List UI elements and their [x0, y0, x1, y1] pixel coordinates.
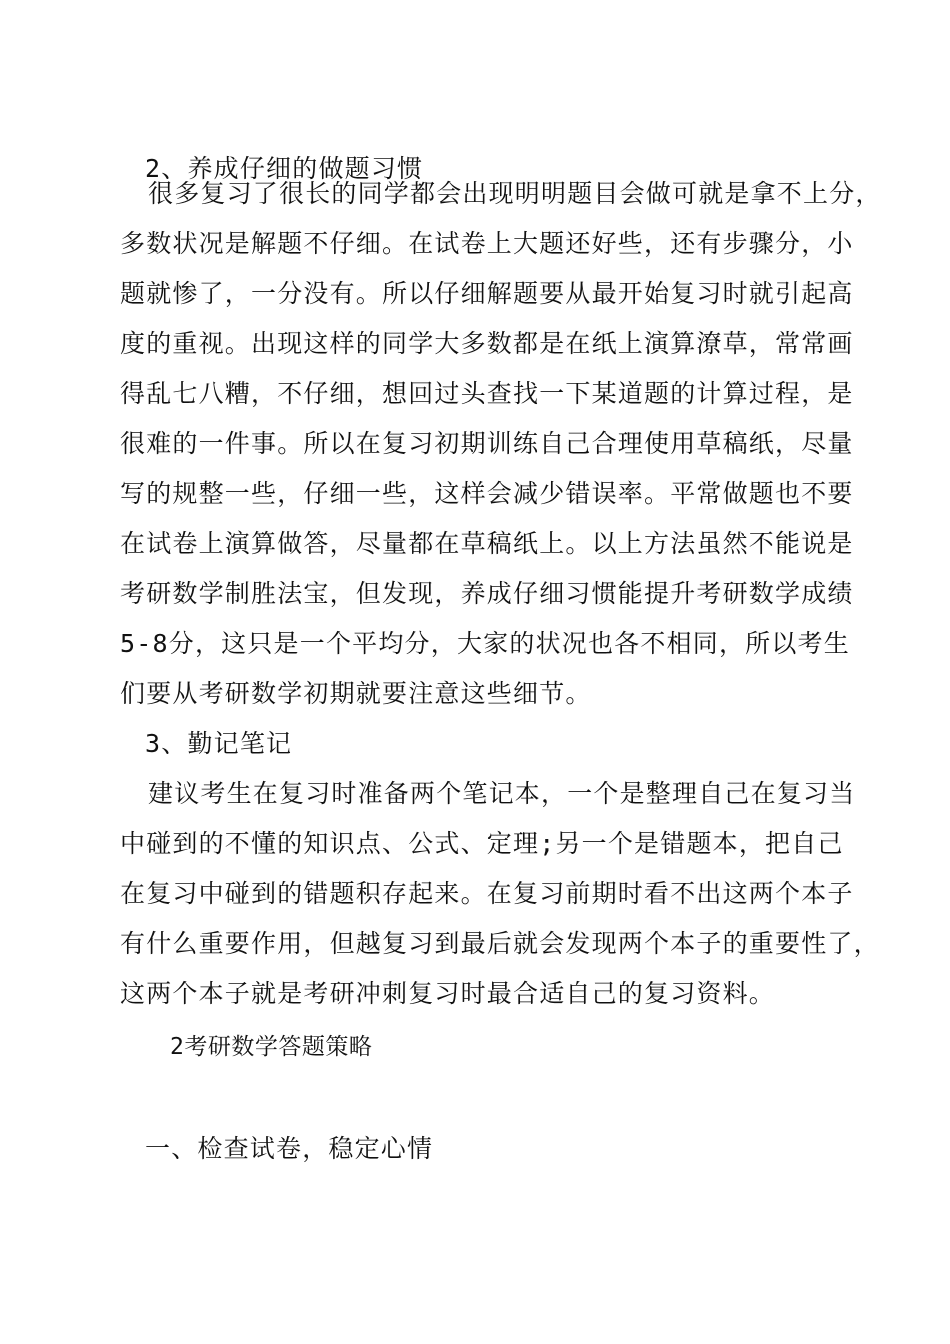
paragraph-line: 考研数学制胜法宝，但发现，养成仔细习惯能提升考研数学成绩	[120, 579, 854, 608]
paragraph-line: 很多复习了很长的同学都会出现明明题目会做可就是拿不上分，	[148, 179, 882, 208]
section-title-strategy: 2考研数学答题策略	[170, 1034, 373, 1060]
paragraph-line: 在复习中碰到的错题积存起来。在复习前期时看不出这两个本子	[120, 879, 854, 908]
paragraph-line: 中碰到的不懂的知识点、公式、定理;另一个是错题本，把自己	[120, 829, 844, 858]
paragraph-line: 写的规整一些，仔细一些，这样会减少错误率。平常做题也不要	[120, 479, 854, 508]
paragraph-line: 们要从考研数学初期就要注意这些细节。	[120, 679, 592, 708]
paragraph-line: 建议考生在复习时准备两个笔记本，一个是整理自己在复习当	[148, 779, 856, 808]
section-heading-habit: 2、养成仔细的做题习惯	[145, 154, 424, 183]
paragraph-line: 多数状况是解题不仔细。在试卷上大题还好些，还有步骤分，小	[120, 229, 854, 258]
paragraph-line: 度的重视。出现这样的同学大多数都是在纸上演算潦草，常常画	[120, 329, 854, 358]
subsection-heading-check: 一、检查试卷，稳定心情	[145, 1134, 434, 1163]
paragraph-line: 在试卷上演算做答，尽量都在草稿纸上。以上方法虽然不能说是	[120, 529, 854, 558]
paragraph-line: 得乱七八糟，不仔细，想回过头查找一下某道题的计算过程，是	[120, 379, 854, 408]
paragraph-line: 5-8分，这只是一个平均分，大家的状况也各不相同，所以考生	[120, 629, 850, 658]
paragraph-line: 这两个本子就是考研冲刺复习时最合适自己的复习资料。	[120, 979, 776, 1008]
paragraph-line: 题就惨了，一分没有。所以仔细解题要从最开始复习时就引起高	[120, 279, 854, 308]
section-heading-notes: 3、勤记笔记	[145, 729, 293, 758]
paragraph-line: 有什么重要作用，但越复习到最后就会发现两个本子的重要性了，	[120, 929, 880, 958]
paragraph-line: 很难的一件事。所以在复习初期训练自己合理使用草稿纸，尽量	[120, 429, 854, 458]
